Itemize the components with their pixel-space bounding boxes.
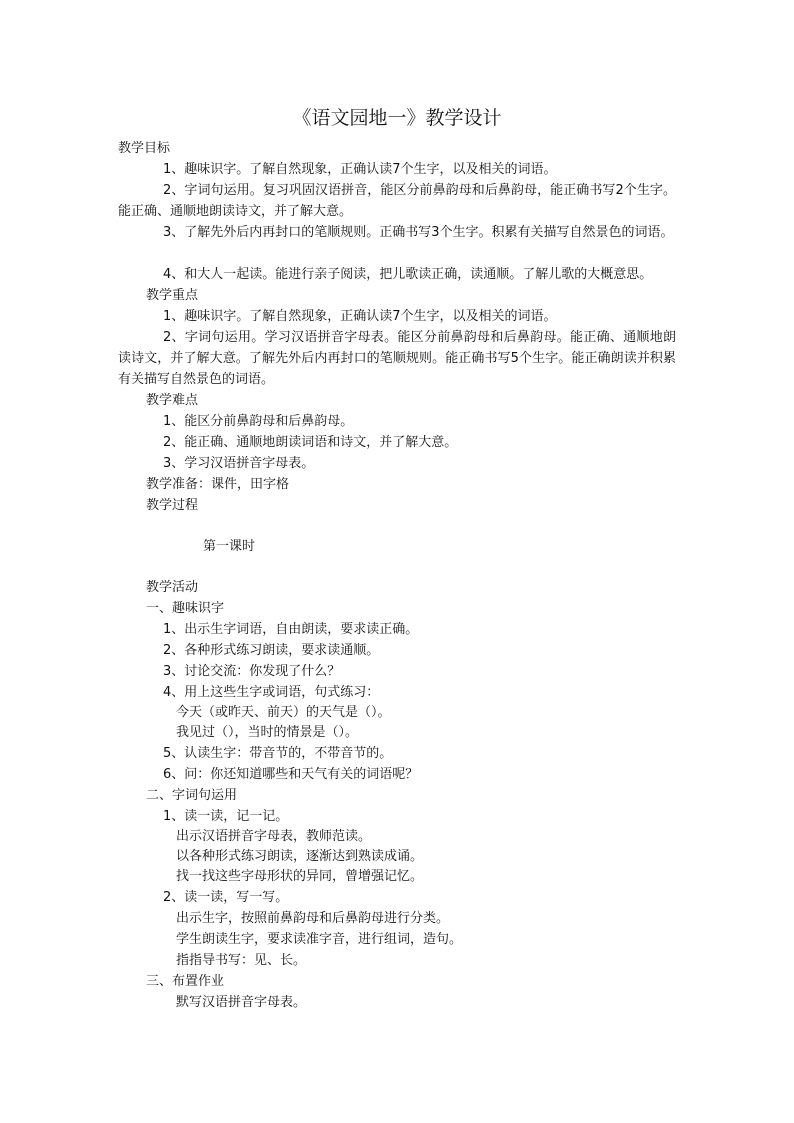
difficulty-item-3: 3、学习汉语拼音字母表。 [163,456,315,471]
section3-heading: 三、布置作业 [146,974,225,989]
section2-item2-sub-1: 出示生字，按照前鼻韵母和后鼻韵母进行分类。 [176,911,450,926]
key-point-item-1: 1、趣味识字。了解自然现象，正确认读7个生字，以及相关的词语。 [163,309,557,324]
section1-item-4: 4、用上这些生字或词语，句式练习： [163,685,380,700]
process-heading: 教学过程 [146,498,199,513]
preparation: 教学准备：课件，田字格 [146,477,290,492]
key-point-item-2: 2、字词句运用。学习汉语拼音字母表。能区分前鼻韵母和后鼻韵母。能正确、通顺地朗读诗文，并了解大意。了解先外后内再封口的笔顺规则。能正确书写5个生字。能正确朗读并积累有关描写自然景色的词语。 [118,330,676,387]
difficulties-heading: 教学难点 [146,393,199,408]
section1-item-6: 6、问：你还知道哪些和天气有关的词语呢？ [163,767,419,782]
section2-item2-sub-3: 指指导书写：见、长。 [176,953,307,968]
section2-item1-sub-2: 以各种形式练习朗读，逐渐达到熟读成诵。 [176,849,424,864]
section1-item-3: 3、讨论交流：你发现了什么？ [163,664,341,679]
difficulty-item-1: 1、能区分前鼻韵母和后鼻韵母。 [163,414,354,429]
goals-heading: 教学目标 [118,141,171,156]
section1-item-1: 1、出示生字词语，自由朗读，要求读正确。 [163,622,419,637]
activity-heading: 教学活动 [146,580,199,595]
section1-sub-1: 今天（或昨天、前天）的天气是（）。 [176,705,391,720]
section3-item-1: 默写汉语拼音字母表。 [176,995,307,1010]
goal-item-4: 4、和大人一起读。能进行亲子阅读，把儿歌读正确，读通顺。了解儿歌的大概意思。 [163,267,653,282]
key-points-heading: 教学重点 [146,288,199,303]
section2-item1-sub-1: 出示汉语拼音字母表，教师范读。 [176,829,372,844]
goal-item-3: 3、了解先外后内再封口的笔顺规则。正确书写3个生字。积累有关描写自然景色的词语。 [163,225,674,240]
difficulty-item-2: 2、能正确、通顺地朗读词语和诗文，并了解大意。 [163,435,458,450]
section2-item-2: 2、读一读，写一写。 [163,890,289,905]
section1-sub-2: 我见过（），当时的情景是（）。 [176,725,359,740]
goal-item-2: 2、字词句运用。复习巩固汉语拼音，能区分前鼻韵母和后鼻韵母，能正确书写2个生字。能正确、通顺地朗读诗文，并了解大意。 [118,183,676,219]
section2-item1-sub-3: 找一找这些字母形状的异同，曾增强记忆。 [176,869,424,884]
section1-item-2: 2、各种形式练习朗读，要求读通顺。 [163,643,380,658]
section1-item-5: 5、认读生字：带音节的，不带音节的。 [163,746,393,761]
section2-heading: 二、字词句运用 [146,788,238,803]
section1-heading: 一、趣味识字 [146,601,225,616]
document-title: 《语文园地一》教学设计 [292,107,502,129]
lesson-title: 第一课时 [203,539,256,554]
section2-item-1: 1、读一读，记一记。 [163,809,289,824]
section2-item2-sub-2: 学生朗读生字，要求读准字音，进行组词，造句。 [176,932,463,947]
goal-item-1: 1、趣味识字。了解自然现象，正确认读7个生字，以及相关的词语。 [163,162,557,177]
